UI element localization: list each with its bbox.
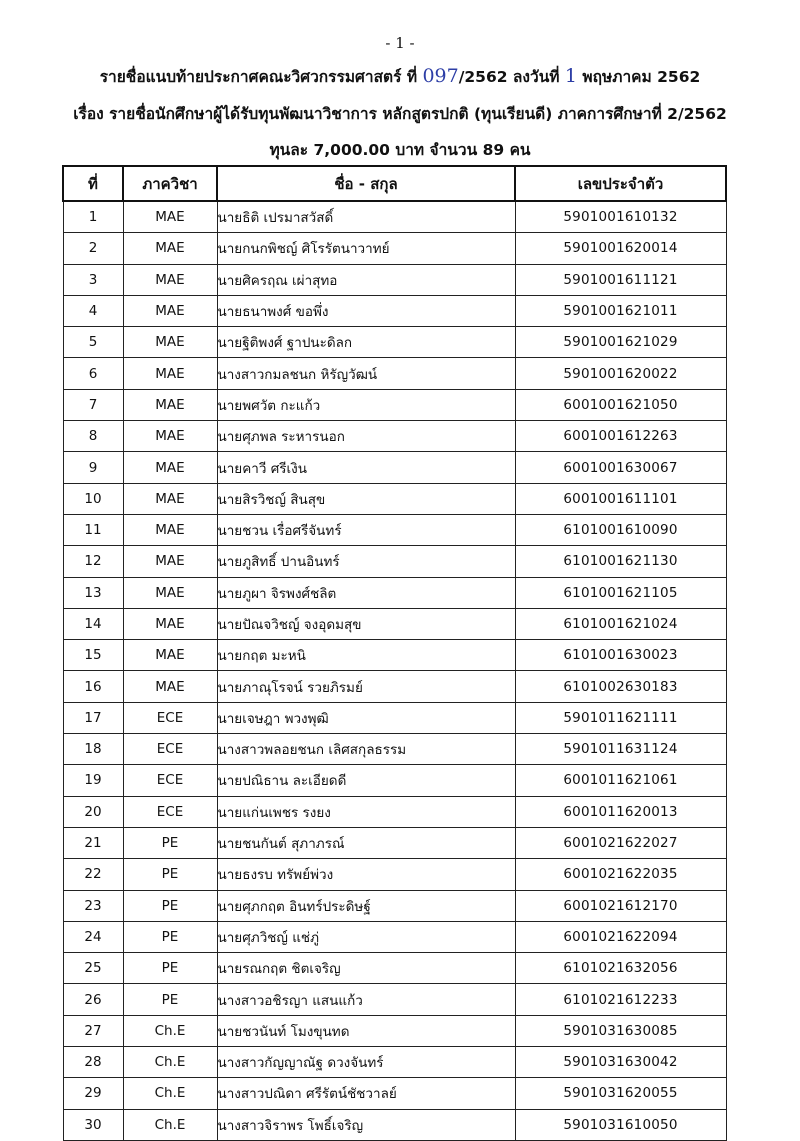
row-department: MAE [123, 421, 217, 452]
table-row [63, 389, 726, 420]
table-row [63, 295, 726, 326]
row-number: 21 [63, 827, 123, 858]
announcement-year-date: /2562 ลงวันที่ [458, 68, 560, 86]
row-student-name: นายกฤต มะหนิ [217, 640, 515, 671]
row-department: Ch.E [123, 1109, 217, 1140]
row-number: 26 [63, 984, 123, 1015]
table-row [63, 702, 726, 733]
table-row [63, 671, 726, 702]
column-header-department: ภาควิชา [123, 166, 217, 201]
row-student-id: 6001021622035 [515, 859, 726, 890]
row-student-id: 6001011620013 [515, 796, 726, 827]
row-department: MAE [123, 546, 217, 577]
row-student-id: 5901001610132 [515, 201, 726, 233]
table-row [63, 765, 726, 796]
row-department: PE [123, 890, 217, 921]
row-number: 22 [63, 859, 123, 890]
row-student-name: นางสาวพลอยชนก เลิศสกุลธรรม [217, 734, 515, 765]
row-student-id: 6101001621105 [515, 577, 726, 608]
row-student-name: นายฐิติพงศ์ ฐาปนะดิลก [217, 327, 515, 358]
row-student-name: นายภาณุโรจน์ รวยภิรมย์ [217, 671, 515, 702]
row-student-name: นายชวนันท์ โมงขุนทด [217, 1015, 515, 1046]
table-row [63, 483, 726, 514]
row-department: PE [123, 859, 217, 890]
row-student-id: 6001011621061 [515, 765, 726, 796]
table-row [63, 859, 726, 890]
row-department: MAE [123, 389, 217, 420]
row-student-name: นางสาวปณิดา ศรีรัตน์ชัชวาลย์ [217, 1078, 515, 1109]
announcement-prefix: รายชื่อแนบท้ายประกาศคณะวิศวกรรมศาสตร์ ที่ [99, 68, 418, 86]
row-student-id: 6001021622094 [515, 921, 726, 952]
row-number: 12 [63, 546, 123, 577]
row-student-name: นายรณกฤต ชิตเจริญ [217, 953, 515, 984]
row-number: 23 [63, 890, 123, 921]
table-row [63, 514, 726, 545]
announcement-month-year: พฤษภาคม 2562 [582, 68, 701, 86]
row-student-name: นายธิติ เปรมาสวัสดิ์ [217, 201, 515, 233]
table-row [63, 734, 726, 765]
row-number: 24 [63, 921, 123, 952]
table-row [63, 608, 726, 639]
row-student-id: 5901011631124 [515, 734, 726, 765]
table-row [63, 1015, 726, 1046]
row-department: ECE [123, 734, 217, 765]
table-row [63, 546, 726, 577]
row-student-name: นายภูผา จิรพงศ์ชลิต [217, 577, 515, 608]
row-number: 17 [63, 702, 123, 733]
row-student-name: นายศุภพล ระหารนอก [217, 421, 515, 452]
table-row [63, 1047, 726, 1078]
row-student-id: 5901001620022 [515, 358, 726, 389]
row-student-name: นางสาวจิราพร โพธิ์เจริญ [217, 1109, 515, 1140]
table-row [63, 640, 726, 671]
row-department: MAE [123, 295, 217, 326]
row-student-name: นายศิครฤณ เผ่าสุทอ [217, 264, 515, 295]
row-department: MAE [123, 358, 217, 389]
row-student-id: 6001021622027 [515, 827, 726, 858]
row-student-id: 6001001630067 [515, 452, 726, 483]
row-student-id: 6001001611101 [515, 483, 726, 514]
row-student-id: 5901031620055 [515, 1078, 726, 1109]
row-student-name: นายชนกันต์ สุภาภรณ์ [217, 827, 515, 858]
row-department: MAE [123, 608, 217, 639]
row-student-name: นายชวน เรื่อศรีจันทร์ [217, 514, 515, 545]
row-student-id: 6101001610090 [515, 514, 726, 545]
table-row [63, 1078, 726, 1109]
subject-line: เรื่อง รายชื่อนักศึกษาผู้ได้รับทุนพัฒนาวิชาการ หลักสูตรปกติ (ทุนเรียนดี) ภาคการศึกษาที่ 2/2562 [73, 105, 727, 123]
row-student-id: 5901031630042 [515, 1047, 726, 1078]
row-department: ECE [123, 765, 217, 796]
row-student-id: 6101002630183 [515, 671, 726, 702]
row-department: Ch.E [123, 1078, 217, 1109]
row-department: Ch.E [123, 1015, 217, 1046]
row-number: 19 [63, 765, 123, 796]
row-student-id: 5901001621029 [515, 327, 726, 358]
row-student-name: นางสาวกัญญาณัฐ ดวงจันทร์ [217, 1047, 515, 1078]
row-number: 13 [63, 577, 123, 608]
row-department: MAE [123, 514, 217, 545]
row-department: MAE [123, 264, 217, 295]
row-student-name: นายศุภกฤต อินทร์ประดิษฐ์ [217, 890, 515, 921]
row-number: 27 [63, 1015, 123, 1046]
row-number: 8 [63, 421, 123, 452]
announcement-title-line [0, 64, 800, 89]
table-row [63, 890, 726, 921]
row-department: MAE [123, 233, 217, 264]
row-department: ECE [123, 796, 217, 827]
row-student-id: 6001021612170 [515, 890, 726, 921]
row-student-name: นางสาวอชิรญา แสนแก้ว [217, 984, 515, 1015]
row-number: 10 [63, 483, 123, 514]
row-department: PE [123, 984, 217, 1015]
column-header-number: ที่ [63, 166, 123, 201]
table-row [63, 201, 726, 233]
announcement-number-handwritten: 097 [422, 65, 459, 87]
row-student-name: นายธงรบ ทรัพย์พ่วง [217, 859, 515, 890]
column-header-name: ชื่อ - สกุล [217, 166, 515, 201]
table-body [63, 201, 726, 1140]
row-department: PE [123, 827, 217, 858]
row-student-id: 6001001612263 [515, 421, 726, 452]
page-number: - 1 - [385, 34, 415, 52]
table-row [63, 233, 726, 264]
row-department: MAE [123, 577, 217, 608]
table-row [63, 984, 726, 1015]
row-student-name: นายปณิธาน ละเอียดดี [217, 765, 515, 796]
row-student-id: 6101021612233 [515, 984, 726, 1015]
row-student-id: 5901011621111 [515, 702, 726, 733]
row-student-id: 6101021632056 [515, 953, 726, 984]
row-number: 25 [63, 953, 123, 984]
row-number: 18 [63, 734, 123, 765]
row-number: 3 [63, 264, 123, 295]
row-department: MAE [123, 640, 217, 671]
row-department: ECE [123, 702, 217, 733]
row-number: 9 [63, 452, 123, 483]
table-row [63, 264, 726, 295]
row-student-id: 5901001620014 [515, 233, 726, 264]
row-number: 1 [63, 201, 123, 233]
table-row [63, 921, 726, 952]
row-number: 15 [63, 640, 123, 671]
row-student-name: นายศุภวิชญ์ แช่ภู่ [217, 921, 515, 952]
table-row [63, 358, 726, 389]
table-row [63, 452, 726, 483]
row-student-id: 5901001621011 [515, 295, 726, 326]
row-number: 30 [63, 1109, 123, 1140]
row-department: MAE [123, 327, 217, 358]
table-row [63, 1109, 726, 1140]
row-student-name: นางสาวกมลชนก หิรัญวัฒน์ [217, 358, 515, 389]
row-student-id: 6101001621130 [515, 546, 726, 577]
row-student-id: 6001001621050 [515, 389, 726, 420]
row-student-name: นายสิรวิชญ์ สินสุข [217, 483, 515, 514]
row-department: MAE [123, 483, 217, 514]
row-number: 5 [63, 327, 123, 358]
row-number: 20 [63, 796, 123, 827]
table-row [63, 827, 726, 858]
row-student-id: 6101001630023 [515, 640, 726, 671]
row-number: 28 [63, 1047, 123, 1078]
row-number: 4 [63, 295, 123, 326]
table-row [63, 953, 726, 984]
row-number: 14 [63, 608, 123, 639]
row-number: 16 [63, 671, 123, 702]
row-number: 11 [63, 514, 123, 545]
row-department: PE [123, 921, 217, 952]
row-department: MAE [123, 671, 217, 702]
column-header-student-id: เลขประจำตัว [515, 166, 726, 201]
row-student-id: 5901031630085 [515, 1015, 726, 1046]
row-student-name: นายแก่นเพชร รงยง [217, 796, 515, 827]
row-number: 7 [63, 389, 123, 420]
row-student-name: นายภูสิทธิ์ ปานอินทร์ [217, 546, 515, 577]
row-department: PE [123, 953, 217, 984]
row-student-name: นายปัณจวิชญ์ จงอุดมสุข [217, 608, 515, 639]
table-header-row [63, 166, 726, 201]
row-student-id: 5901001611121 [515, 264, 726, 295]
announcement-day-handwritten: 1 [564, 65, 578, 87]
table-row [63, 796, 726, 827]
table-row [63, 327, 726, 358]
row-student-name: นายเจษฎา พวงพุฒิ [217, 702, 515, 733]
scholarship-roster-table [62, 165, 727, 1141]
row-number: 6 [63, 358, 123, 389]
row-department: MAE [123, 201, 217, 233]
row-student-name: นายธนาพงศ์ ขอพึ่ง [217, 295, 515, 326]
row-department: MAE [123, 452, 217, 483]
row-student-id: 6101001621024 [515, 608, 726, 639]
scholarship-amount-line: ทุนละ 7,000.00 บาท จำนวน 89 คน [269, 141, 531, 159]
row-student-name: นายพศวัต กะแก้ว [217, 389, 515, 420]
row-department: Ch.E [123, 1047, 217, 1078]
row-student-id: 5901031610050 [515, 1109, 726, 1140]
table-row [63, 577, 726, 608]
row-number: 29 [63, 1078, 123, 1109]
row-student-name: นายกนกพิชญ์ ศิโรรัตนาวาทย์ [217, 233, 515, 264]
row-number: 2 [63, 233, 123, 264]
table-row [63, 421, 726, 452]
row-student-name: นายคาวี ศรีเงิน [217, 452, 515, 483]
